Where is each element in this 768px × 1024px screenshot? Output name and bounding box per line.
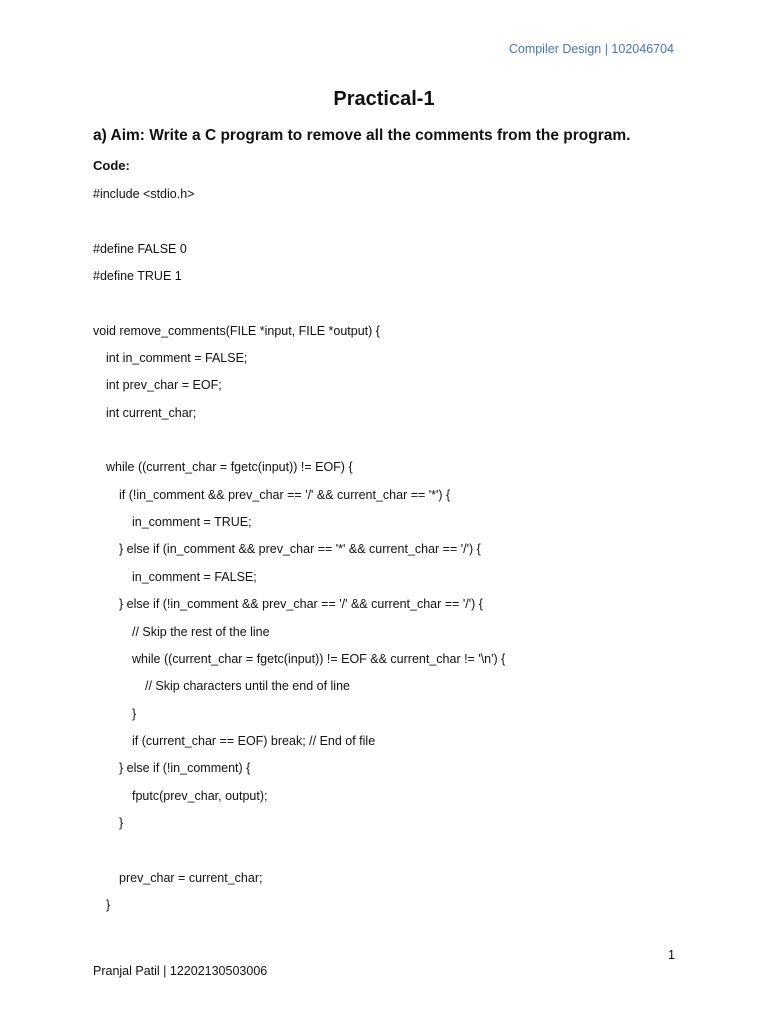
- code-line: [93, 837, 505, 864]
- code-line: [93, 427, 505, 454]
- page-header: Compiler Design | 102046704: [508, 42, 674, 56]
- code-line: if (!in_comment && prev_char == '/' && current_char == '*') {: [119, 487, 451, 502]
- page-footer: Pranjal Patil | 12202130503006: [93, 964, 268, 978]
- code-line: #define TRUE 1: [93, 269, 182, 284]
- code-line: int current_char;: [106, 405, 197, 420]
- page-title: Practical-1: [333, 88, 435, 110]
- code-line: }: [106, 897, 111, 912]
- code-label: Code:: [93, 158, 130, 173]
- code-line: if (current_char == EOF) break; // End of file: [132, 733, 376, 748]
- code-line: fputc(prev_char, output);: [132, 788, 268, 803]
- code-line: void remove_comments(FILE *input, FILE *output) {: [93, 323, 380, 338]
- code-line: }: [119, 815, 124, 830]
- code-block: [93, 181, 505, 919]
- code-line: int prev_char = EOF;: [106, 378, 222, 393]
- code-line: [93, 290, 505, 317]
- code-line: } else if (!in_comment) {: [119, 761, 251, 776]
- code-line: // Skip characters until the end of line: [145, 679, 350, 694]
- code-line: int in_comment = FALSE;: [106, 351, 248, 366]
- code-line: #include <stdio.h>: [93, 187, 195, 201]
- code-line: // Skip the rest of the line: [132, 624, 270, 639]
- code-line: [93, 208, 505, 235]
- code-line: while ((current_char = fgetc(input)) != EOF) {: [106, 460, 353, 475]
- code-line: }: [132, 706, 137, 721]
- code-line: } else if (!in_comment && prev_char == '/' && current_char == '/') {: [119, 597, 483, 612]
- code-line: in_comment = TRUE;: [132, 515, 252, 530]
- page-number: 1: [668, 948, 675, 962]
- code-line: while ((current_char = fgetc(input)) != EOF && current_char != '\n') {: [132, 651, 506, 666]
- code-line: #define FALSE 0: [93, 241, 187, 256]
- aim-heading: a) Aim: Write a C program to remove all the comments from the program.: [93, 127, 631, 144]
- code-line: } else if (in_comment && prev_char == '*' && current_char == '/') {: [119, 542, 481, 557]
- code-line: in_comment = FALSE;: [132, 569, 257, 584]
- code-line: prev_char = current_char;: [119, 870, 263, 885]
